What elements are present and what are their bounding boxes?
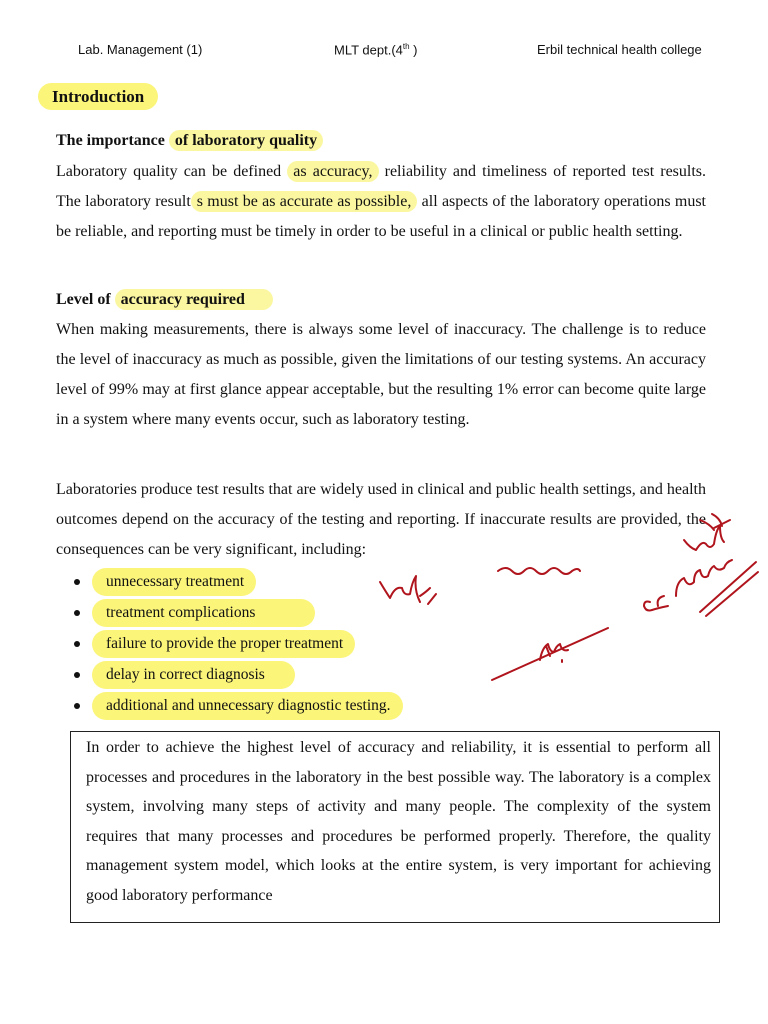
list-item-text: failure to provide the proper treatment [92, 630, 355, 658]
header-right: Erbil technical health college [537, 42, 702, 57]
section2-paragraph-2: Laboratories produce test results that are widely used in clinical and public health settings, and health outcomes depend on the accuracy of the testing and reporting. If inaccurate results are provided, the consequences can be very significant, including: [56, 481, 706, 558]
summary-box-text: In order to achieve the highest level of accuracy and reliability, it is essential to perform all processes and procedures in the laboratory in the best possible way. The laboratory is a complex system, involving many steps of activity and many people. The complexity of the system requires that many processes and procedures be performed properly. Therefore, the quality management system model, which looks at the entire system, is very important for achieving good laboratory performance [86, 739, 711, 904]
section1-heading-highlight: of laboratory quality [169, 130, 323, 151]
header-left: Lab. Management (1) [78, 42, 203, 57]
section1-text-2: reliability and timeliness of reported test results. The laboratory result [56, 163, 707, 210]
list-item-text: delay in correct diagnosis [92, 661, 295, 689]
section1-highlight-accuracy: as accuracy, [287, 161, 378, 182]
list-item-text: unnecessary treatment [92, 568, 256, 596]
section1-text-1: Laboratory quality can be defined [56, 163, 288, 180]
section1-heading-pre: The importance [56, 132, 169, 149]
scribble-mark-4 [492, 628, 608, 680]
header-center-post: ) [409, 42, 418, 58]
section2-heading-highlight: accuracy required [115, 289, 273, 310]
header-center-sup: th [402, 42, 410, 51]
scribble-mark-2 [684, 514, 730, 550]
section2-heading-pre: Level of [56, 291, 115, 308]
list-item-text: treatment complications [92, 599, 315, 627]
intro-heading-text: Introduction [38, 83, 158, 110]
section1-highlight-accurate: s must be as accurate as possible, [191, 191, 418, 212]
scribble-wave-mark [498, 568, 580, 574]
scribble-mark-1 [380, 576, 436, 604]
list-item-text: additional and unnecessary diagnostic testing. [92, 692, 403, 720]
header-center-pre: MLT dept.(4 [334, 42, 403, 58]
section2-paragraph-1: When making measurements, there is always some level of inaccuracy. The challenge is to reduce the level of inaccuracy as much as possible, given the limitations of our testing systems. An accuracy level of 99% may at first glance appear acceptable, but the resulting 1% error can become quite large in a system where many events occur, such as laboratory testing. [56, 321, 706, 428]
scribble-mark-3 [644, 560, 758, 616]
section1-text-3: all aspects of the laboratory operations must be reliable, and reporting must be timely in order to be useful in a clinical or public health setting. [56, 193, 707, 240]
